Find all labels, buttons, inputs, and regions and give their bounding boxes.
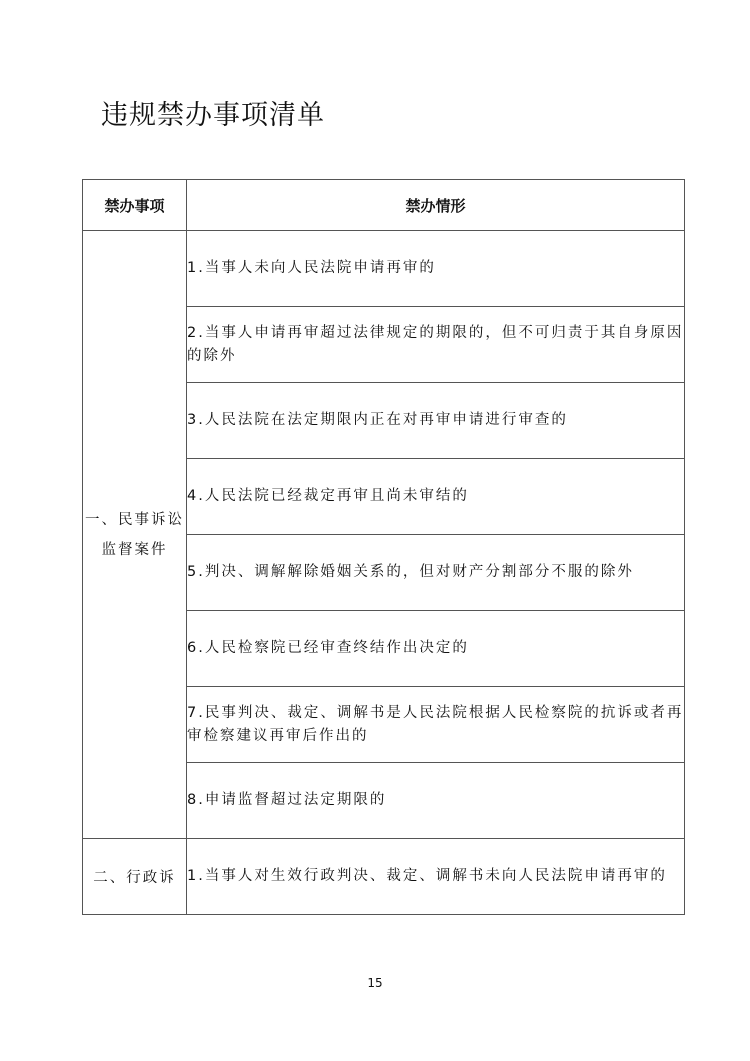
category-civil-litigation-supervision: 一、民事诉讼监督案件 [83, 231, 187, 839]
page-number: 15 [367, 976, 383, 990]
situation-cell: 4.人民法院已经裁定再审且尚未审结的 [187, 459, 685, 535]
category-administrative-litigation: 二、行政诉 [83, 839, 187, 915]
prohibited-items-table [82, 179, 685, 915]
situation-cell: 1.当事人对生效行政判决、裁定、调解书未向人民法院申请再审的 [187, 839, 685, 915]
header-prohibited-situation: 禁办情形 [187, 180, 685, 231]
header-prohibited-item: 禁办事项 [83, 180, 187, 231]
table-row [83, 231, 685, 307]
situation-cell: 5.判决、调解解除婚姻关系的，但对财产分割部分不服的除外 [187, 535, 685, 611]
table-header-row [83, 180, 685, 231]
situation-cell: 2.当事人申请再审超过法律规定的期限的，但不可归责于其自身原因的除外 [187, 307, 685, 383]
situation-cell: 1.当事人未向人民法院申请再审的 [187, 231, 685, 307]
situation-cell: 6.人民检察院已经审查终结作出决定的 [187, 611, 685, 687]
table-row [83, 839, 685, 915]
page-title: 违规禁办事项清单 [101, 100, 325, 131]
situation-cell: 3.人民法院在法定期限内正在对再审申请进行审查的 [187, 383, 685, 459]
situation-cell: 8.申请监督超过法定期限的 [187, 763, 685, 839]
situation-cell: 7.民事判决、裁定、调解书是人民法院根据人民检察院的抗诉或者再审检察建议再审后作出的 [187, 687, 685, 763]
